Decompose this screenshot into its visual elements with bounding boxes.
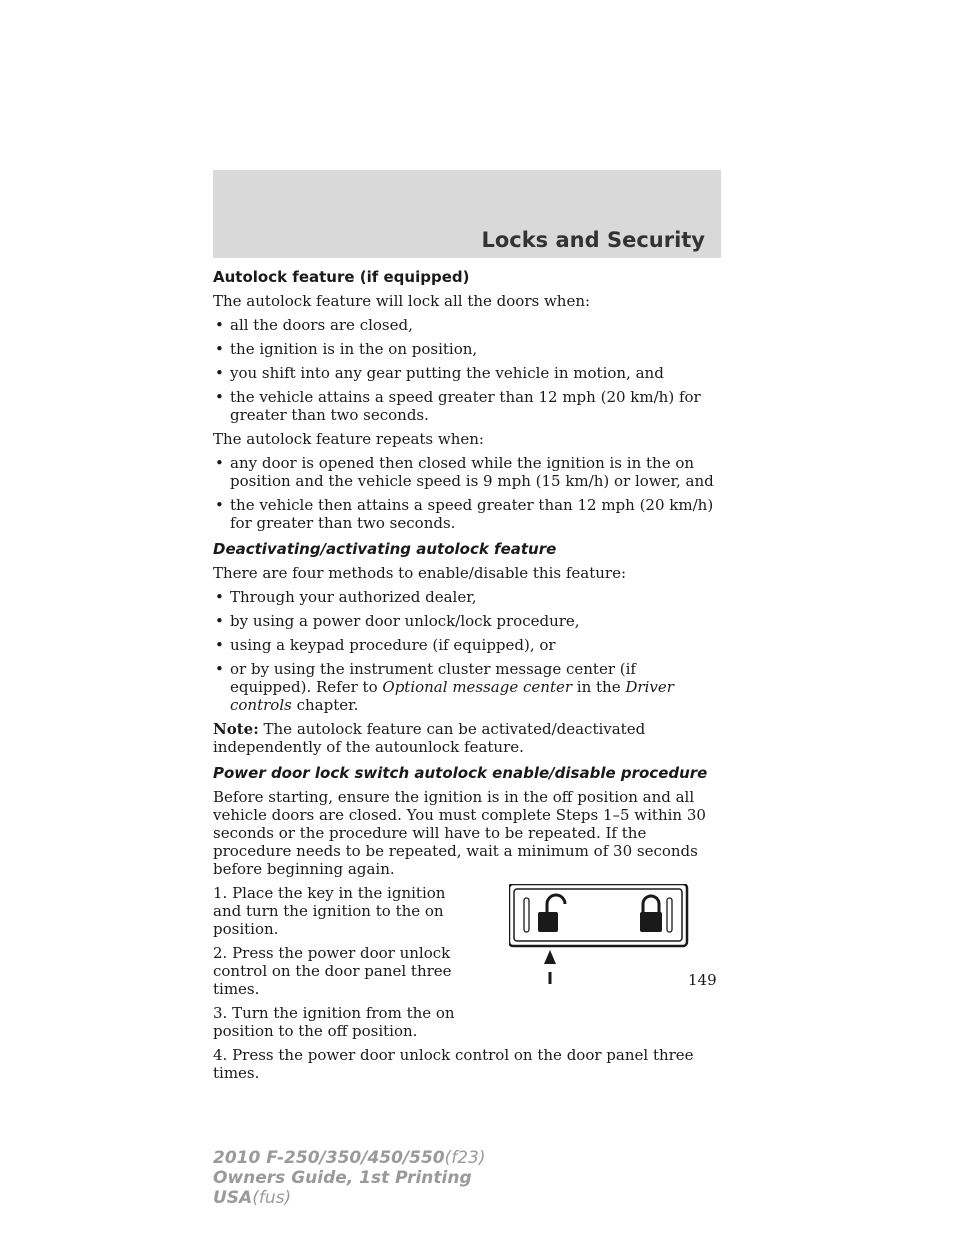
list-item	[213, 660, 721, 714]
method4-text-c: chapter.	[296, 696, 359, 714]
step-item: 4. Press the power door unlock control on the door panel three times.	[213, 1046, 694, 1082]
list-item: • the vehicle then attains a speed greater than 12 mph (20 km/h) for greater than two seconds.	[213, 496, 721, 532]
method4-text-b: in the	[576, 678, 621, 696]
methods-intro: There are four methods to enable/disable this feature:	[213, 564, 627, 582]
cross-ref-driver-controls: Driver controls	[230, 678, 674, 714]
autolock-heading: Autolock feature (if equipped)	[213, 268, 470, 286]
procedure-intro: Before starting, ensure the ignition is in the off position and all vehicle doors are closed. You must complete Steps 1–5 within 30 seconds or the procedure will have to be repeated. If the procedure needs to be repeated, wait a minimum of 30 seconds before beginning again.	[213, 788, 706, 878]
methods-list	[213, 588, 721, 714]
autolock-intro: The autolock feature will lock all the doors when:	[213, 292, 591, 310]
list-item: • Through your authorized dealer,	[213, 588, 721, 606]
step-item: 2. Press the power door unlock control on the door panel three times.	[213, 944, 452, 998]
step-item: 1. Place the key in the ignition and turn the ignition to the on position.	[213, 884, 446, 938]
autolock-list	[213, 316, 721, 424]
list-item: • all the doors are closed,	[213, 316, 721, 334]
list-item: • any door is opened then closed while the ignition is in the on position and the vehicle speed is 9 mph (15 km/h) or lower, and	[213, 454, 721, 490]
repeat-intro: The autolock feature repeats when:	[213, 430, 484, 448]
footer-line-1	[213, 1148, 486, 1168]
footer-model-code: (f23)	[444, 1148, 486, 1168]
footer-market-code: (fus)	[252, 1188, 292, 1208]
procedure-heading: Power door lock switch autolock enable/disable procedure	[213, 764, 708, 782]
page-content	[213, 268, 721, 1088]
section-title: Locks and Security	[481, 228, 705, 252]
footer-model: 2010 F-250/350/450/550	[213, 1148, 445, 1168]
steps-block	[213, 884, 721, 1040]
page-number: 149	[688, 971, 717, 989]
door-lock-switch-illustration	[509, 884, 689, 984]
repeat-list	[213, 454, 721, 532]
deactivate-heading: Deactivating/activating autolock feature	[213, 540, 557, 558]
step-item: 3. Turn the ignition from the on position to the off position.	[213, 1004, 455, 1040]
section-header-bar	[213, 170, 721, 258]
print-footer	[213, 1148, 486, 1208]
list-item: • the ignition is in the on position,	[213, 340, 721, 358]
note-text: The autolock feature can be activated/deactivated independently of the autounlock feature.	[213, 720, 646, 756]
note-label: Note:	[213, 720, 259, 738]
steps-column	[213, 884, 458, 1040]
list-item: • you shift into any gear putting the vehicle in motion, and	[213, 364, 721, 382]
footer-market: USA	[213, 1188, 253, 1208]
list-item: • the vehicle attains a speed greater than 12 mph (20 km/h) for greater than two seconds.	[213, 388, 721, 424]
arrow-up-icon	[544, 950, 556, 984]
list-item: • by using a power door unlock/lock procedure,	[213, 612, 721, 630]
footer-line-2: Owners Guide, 1st Printing	[213, 1168, 472, 1188]
method4-text-a: or by using the instrument cluster message center (if equipped). Refer to	[230, 660, 636, 696]
footer-line-3	[213, 1188, 486, 1208]
cross-ref-message-center: Optional message center	[382, 678, 573, 696]
list-item: • using a keypad procedure (if equipped), or	[213, 636, 721, 654]
note	[213, 720, 721, 756]
